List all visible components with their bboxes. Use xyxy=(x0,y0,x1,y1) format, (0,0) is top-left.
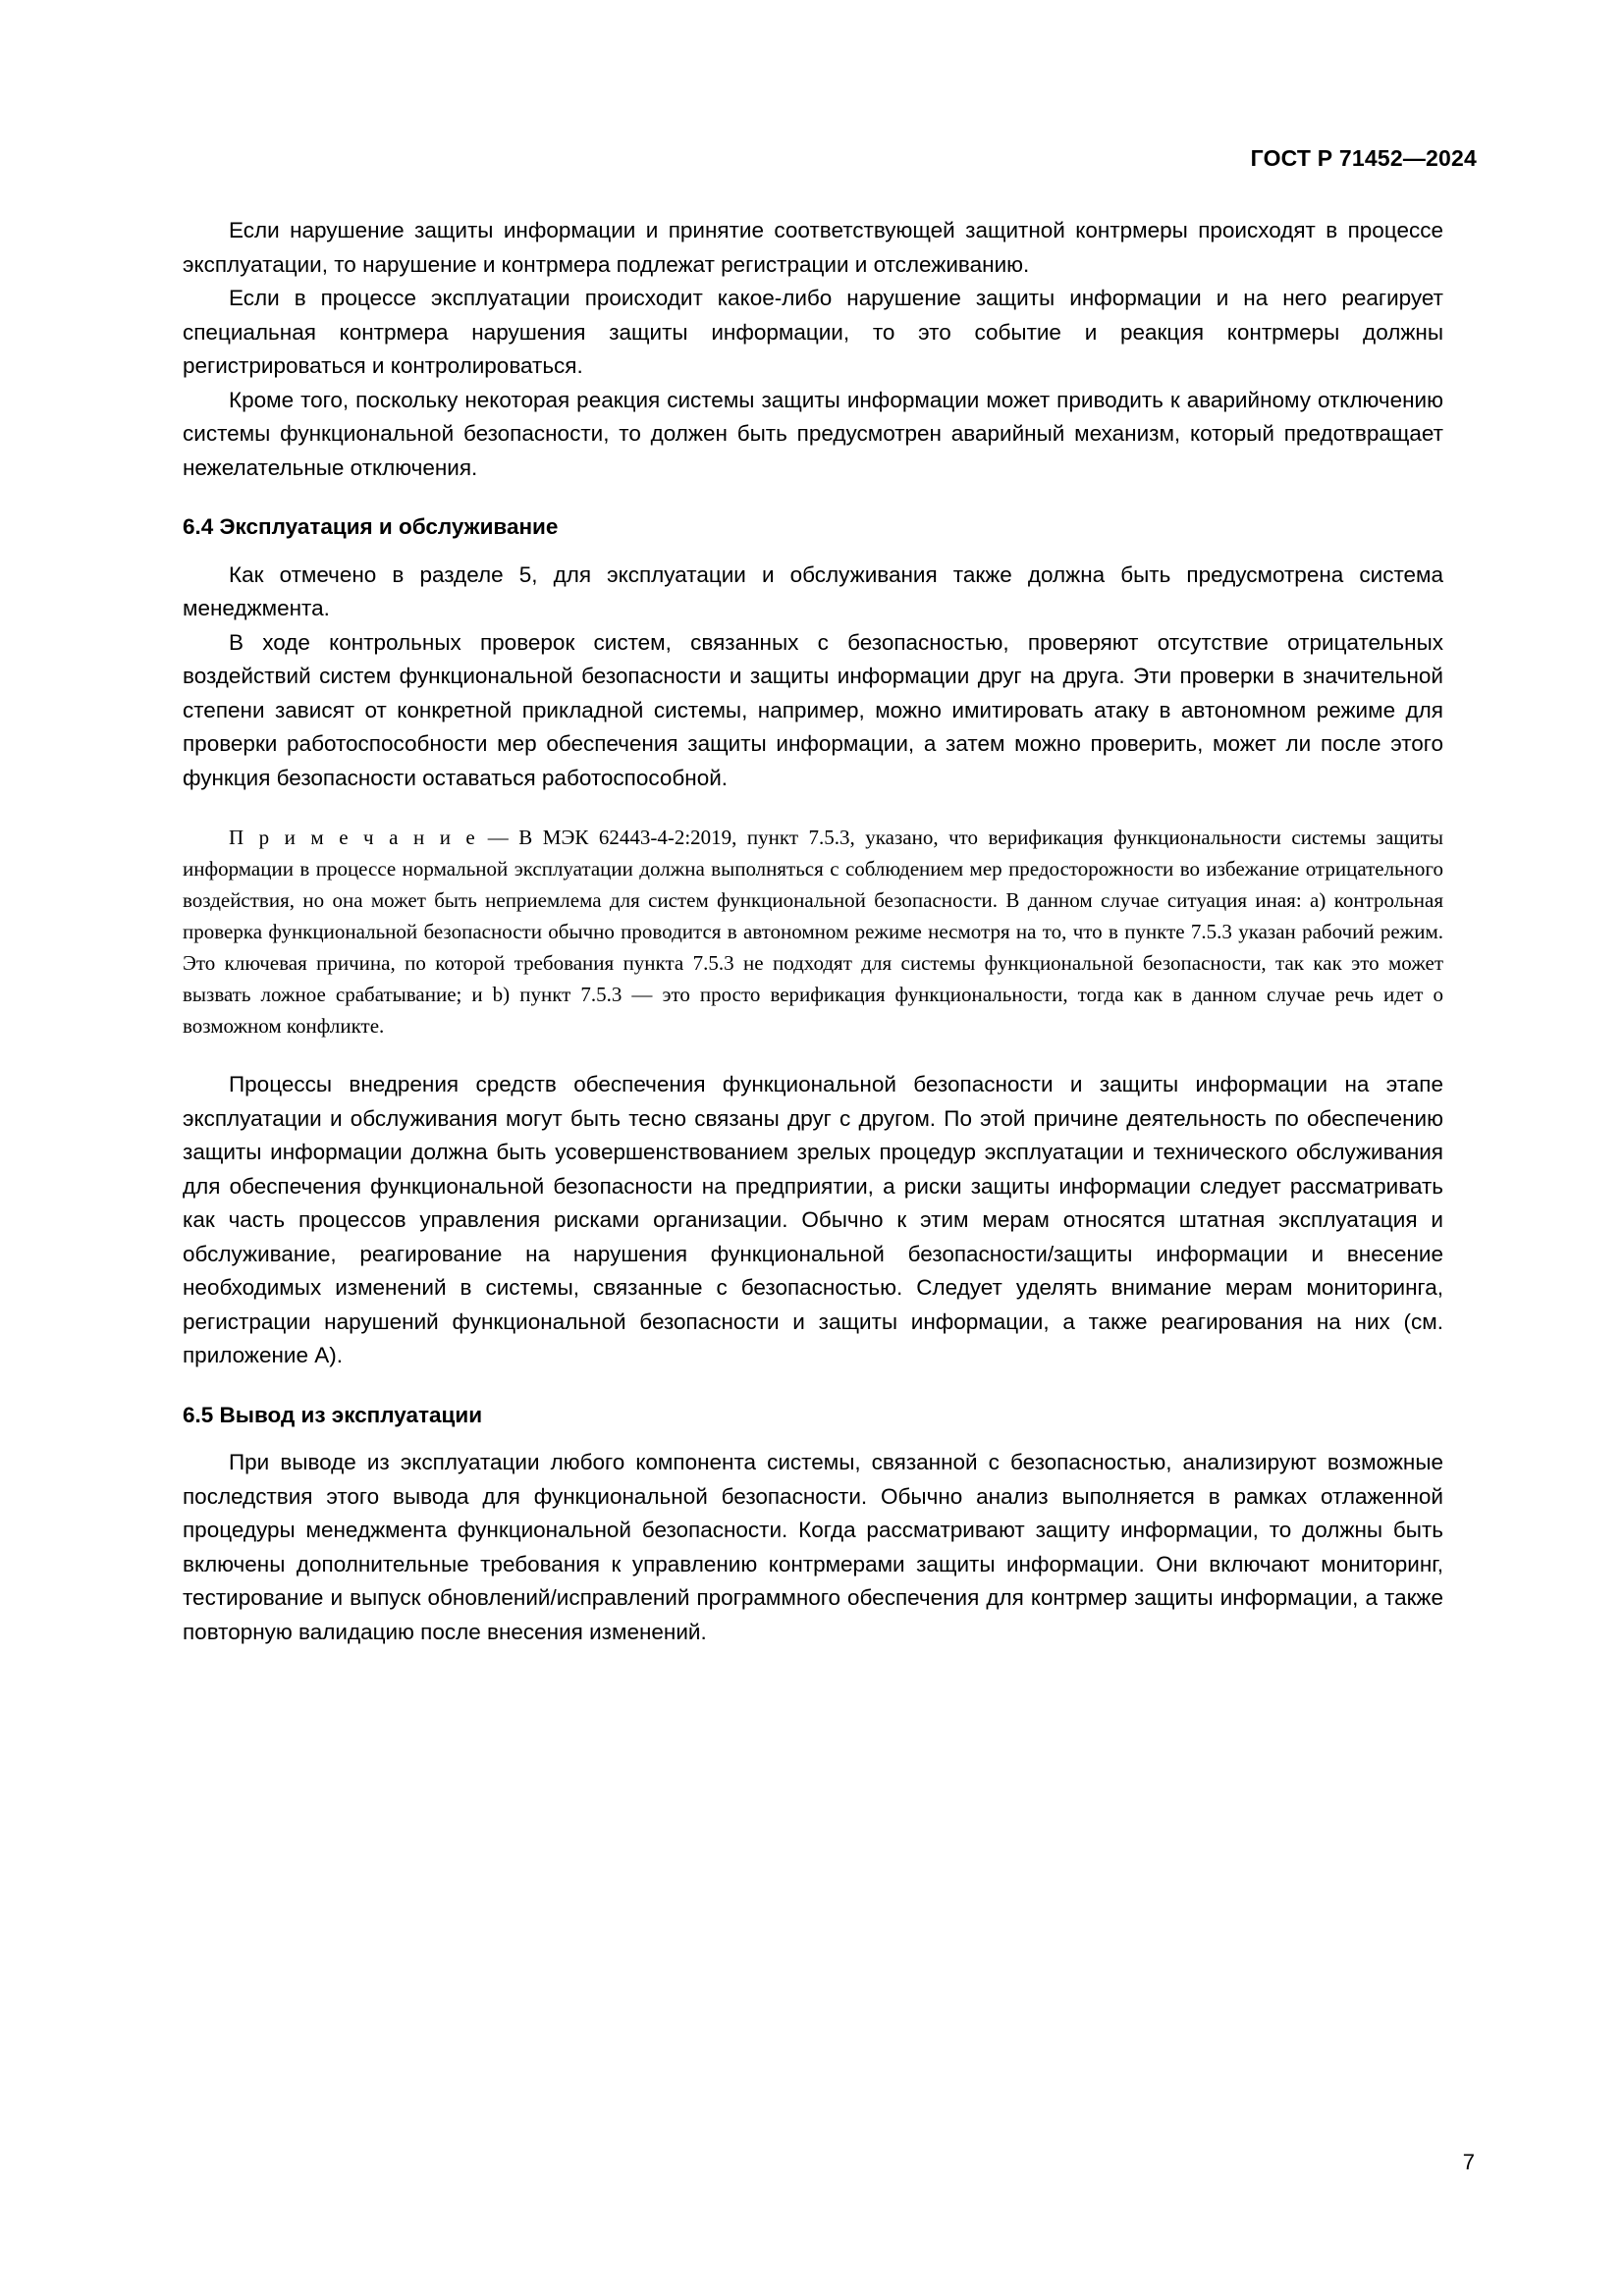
paragraph-2: Если в процессе эксплуатации происходит какое-либо нарушение защиты информации и на него реагирует специальная контрмера нарушения защиты информации, то это событие и реакция контрмеры должны регистрироваться и контролироваться. xyxy=(183,286,1443,378)
paragraph-1: Если нарушение защиты информации и принятие соответствующей защитной контрмеры происходят в процессе эксплуатации, то нарушение и контрмера подлежат регистрации и отслеживанию. xyxy=(183,218,1443,277)
paragraph-6-4-3: Процессы внедрения средств обеспечения функциональной безопасности и защиты информации на этапе эксплуатации и обслуживания могут быть тесно связаны друг с другом. По этой причине деятельность по обеспечению защиты информации должна быть усовершенствованием зрелых процедур эксплуатации и технического обслуживания для обеспечения функциональной безопасности на предприятии, а риски защиты информации следует рассматривать как часть процессов управления рисками организации. Обычно к этим мерам относятся штатная эксплуатация и обслуживание, реагирование на нарушения функциональной безопасности/защиты информации и внесение необходимых изменений в системы, связанные с безопасностью. Следует уделять внимание мерам мониторинга, регистрации нарушений функциональной безопасности и защиты информации, а также реагирования на них (см. приложение А). xyxy=(183,1072,1443,1367)
page-number: 7 xyxy=(1462,2150,1475,2174)
page-header-standard-number: ГОСТ Р 71452—2024 xyxy=(1250,145,1477,171)
note-label: П р и м е ч а н и е xyxy=(229,826,478,849)
paragraph-6-5-1: При выводе из эксплуатации любого компонента системы, связанной с безопасностью, анализируют возможные последствия этого вывода для функциональной безопасности. Обычно анализ выполняется в рамках отлаженной процедуры менеджмента функциональной безопасности. Когда рассматривают защиту информации, то должны быть включены дополнительные требования к управлению контрмерами защиты информации. Они включают мониторинг, тестирование и выпуск обновлений/исправлений программного обеспечения для контрмер защиты информации, а также повторную валидацию после внесения изменений. xyxy=(183,1450,1443,1644)
note-block xyxy=(183,822,1443,1041)
paragraph-6-4-1: Как отмечено в разделе 5, для эксплуатации и обслуживания также должна быть предусмотрена система менеджмента. xyxy=(183,561,1443,620)
section-heading-6-5: 6.5 Вывод из эксплуатации xyxy=(183,1402,483,1427)
paragraph-6-4-2: В ходе контрольных проверок систем, связанных с безопасностью, проверяют отсутствие отрицательных воздействий систем функциональной безопасности и защиты информации друг на друга. Эти проверки в значительной степени зависят от конкретной прикладной системы, например, можно имитировать атаку в автономном режиме для проверки работоспособности мер обеспечения защиты информации, а затем можно проверить, может ли после этого функция безопасности оставаться работоспособной. xyxy=(183,629,1443,790)
page-content xyxy=(183,214,1443,1649)
paragraph-3: Кроме того, поскольку некоторая реакция системы защиты информации может приводить к аварийному отключению системы функциональной безопасности, то должен быть предусмотрен аварийный механизм, который предотвращает нежелательные отключения. xyxy=(183,387,1443,480)
section-heading-6-4: 6.4 Эксплуатация и обслуживание xyxy=(183,514,559,539)
note-paragraph xyxy=(183,822,1443,1041)
note-text: — В МЭК 62443-4-2:2019, пункт 7.5.3, указано, что верификация функциональности системы защиты информации в процессе нормальной эксплуатации должна выполняться с соблюдением мер предосторожности во избежание отрицательного воздействия, но она может быть неприемлема для систем функциональной безопасности. В данном случае ситуация иная: а) контрольная проверка функциональной безопасности обычно проводится в автономном режиме несмотря на то, что в пункте 7.5.3 указан рабочий режим. Это ключевая причина, по которой требования пункта 7.5.3 не подходят для системы функциональной безопасности, так как это может вызвать ложное срабатывание; и b) пункт 7.5.3 — это просто верификация функциональности, тогда как в данном случае речь идет о возможном конфликте. xyxy=(183,826,1443,1038)
